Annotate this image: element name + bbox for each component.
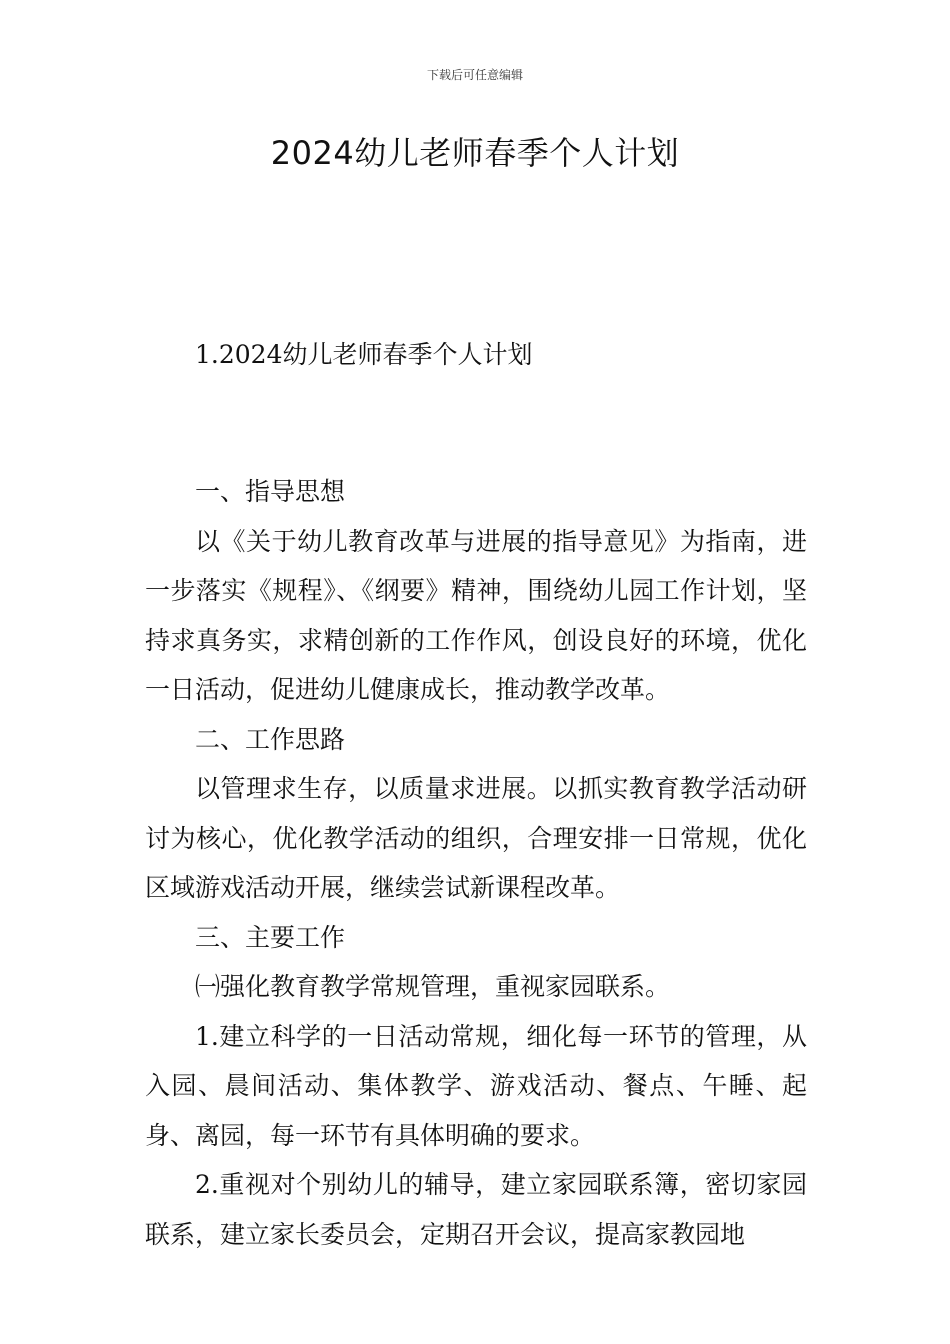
list-item: 1.建立科学的一日活动常规，细化每一环节的管理，从入园、晨间活动、集体教学、游戏活动、餐点、午睡、起身、离园，每一环节有具体明确的要求。 [145,1021,807,1150]
document-title: 2024幼儿老师春季个人计划 [270,134,680,172]
paragraph-guiding-thought: 以《关于幼儿教育改革与进展的指导意见》为指南，进一步落实《规程》、《纲要》精神，围绕幼儿园工作计划，坚持求真务实，求精创新的工作作风，创设良好的环境，优化一日活动，促进幼儿健康成长，推动教学改革。 [145,526,807,704]
header-note: 下载后可任意编辑 [426,68,523,82]
spacer [145,380,807,430]
list-item: 2.重视对个别幼儿的辅导，建立家园联系簿，密切家园联系，建立家长委员会，定期召开会议，提高家教园地 [145,1170,807,1249]
subsection-heading: ㈠强化教育教学常规管理，重视家园联系。 [195,972,671,1001]
paragraph-work-approach: 以管理求生存，以质量求进展。以抓实教育教学活动研讨为核心，优化教学活动的组织，合理安排一日常规，优化区域游戏活动开展，继续尝试新课程改革。 [145,774,807,902]
section-heading-work-approach: 二、工作思路 [195,724,346,754]
document-body [145,330,807,1259]
section-heading-guiding-thought: 一、指导思想 [195,477,346,506]
spacer [145,429,807,467]
section-heading-main-work: 三、主要工作 [195,922,346,952]
subtitle: 1.2024幼儿老师春季个人计划 [195,340,533,369]
